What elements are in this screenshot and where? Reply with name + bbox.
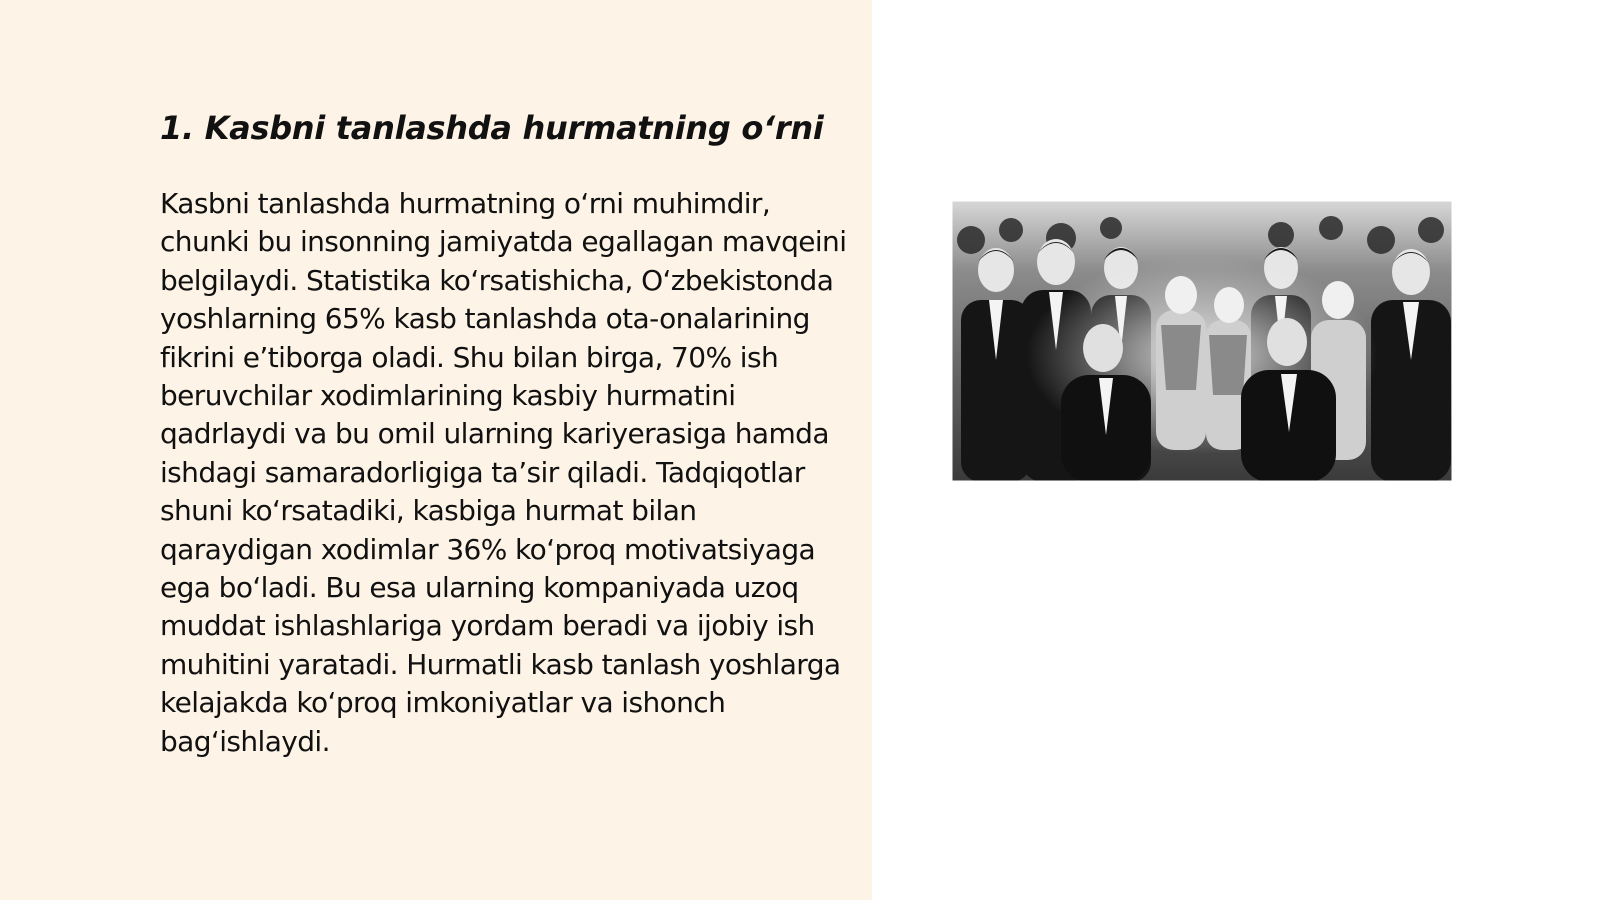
vintage-photo-image — [951, 200, 1453, 482]
slide-title: 1. Kasbni tanlashda hurmatning o‘rni — [160, 109, 824, 147]
vintage-photo — [951, 200, 1453, 482]
slide-body-text: Kasbni tanlashda hurmatning o‘rni muhimdir, chunki bu insonning jamiyatda egallagan mavqeini belgilaydi. Statistika ko‘rsatishicha, O‘zbekistonda yoshlarning 65% kasb tanlashda ota-onalarining fikrini e’tiborga oladi. Shu bilan birga, 70% ish beruvchilar xodimlarining kasbiy hurmatini qadrlaydi va bu omil ularning kariyerasiga hamda ishdagi samaradorligiga ta’sir qiladi. Tadqiqotlar shuni ko‘rsatadiki, kasbiga hurmat bilan qaraydigan xodimlar 36% ko‘proq motivatsiyaga ega bo‘ladi. Bu esa ularning kompaniyada uzoq muddat ishlashlariga yordam beradi va ijobiy ish muhitini yaratadi. Hurmatli kasb tanlash yoshlarga kelajakda ko‘proq imkoniyatlar va ishonch bag‘ishlaydi. — [160, 187, 847, 758]
